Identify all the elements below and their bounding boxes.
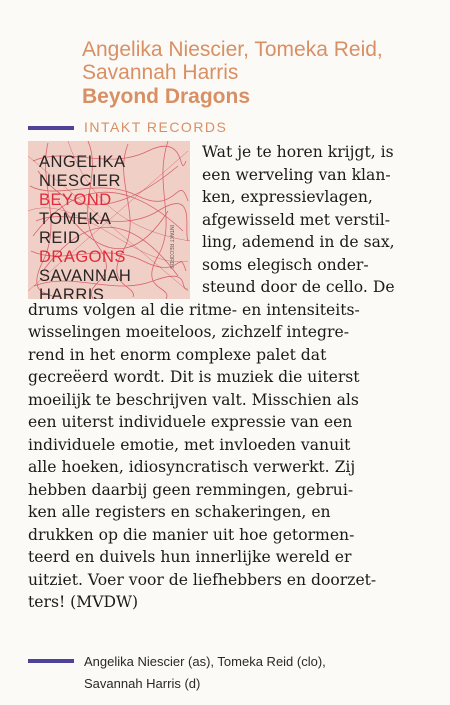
review-line: drukken op die manier uit hoe getormen- — [28, 525, 355, 544]
album-title: Beyond Dragons — [82, 85, 251, 108]
credits-line: Savannah Harris (d) — [84, 676, 201, 691]
cover-line: ANGELIKA — [39, 153, 126, 171]
review-line: ken alle registers en schakeringen, en — [28, 503, 331, 521]
cover-line: DRAGONS — [39, 248, 126, 266]
review-line: soms elegisch onder- — [202, 255, 369, 274]
review-line: ken, expressievlagen, — [202, 188, 373, 206]
review-line: drums volgen al die ritme- en intensiteits- — [28, 300, 360, 319]
review-body — [28, 141, 430, 614]
cover-line: TOMEKA — [39, 210, 112, 228]
review-line: een werveling van klan- — [202, 165, 391, 184]
review-line: afgewisseld met verstil- — [202, 210, 391, 229]
review-line: gecreëerd wordt. Dit is muziek die uiterst — [28, 368, 360, 386]
cover-line: NIESCIER — [39, 172, 121, 190]
credits-rule — [28, 659, 74, 663]
review-line: hebben daarbij geen remmingen, gebrui- — [28, 480, 354, 499]
cover-line: REID — [39, 229, 81, 247]
review-header — [82, 38, 432, 109]
record-label: INTAKT RECORDS — [84, 119, 228, 135]
review-line: moeilijk te beschrijven valt. Misschien als — [28, 390, 359, 409]
review-line: individuele emotie, met invloeden vanuit — [28, 435, 351, 454]
review-line: alle hoeken, idiosyncratisch verwerkt. Zij — [28, 458, 356, 476]
cover-side-text: INTAKT RECORDS — [168, 225, 174, 269]
credits — [84, 651, 326, 695]
record-label-row — [28, 119, 428, 135]
review-line: steund door de cello. De — [202, 278, 395, 296]
review-line: Wat je te horen krijgt, is — [202, 143, 394, 161]
review-line: wisselingen moeiteloos, zichzelf integre- — [28, 323, 349, 341]
review-line: een uiterst individuele expressie van een — [28, 413, 353, 431]
review-line: ling, ademend in de sax, — [202, 233, 395, 251]
label-rule — [28, 126, 74, 130]
review-line: ters! (MVDW) — [28, 593, 139, 611]
review-line: uitziet. Voer voor de liefhebbers en doorzet- — [28, 570, 377, 589]
cover-line: HARRIS — [39, 286, 105, 299]
review-line: rend in het enorm complexe palet dat — [28, 345, 327, 364]
artist-names: Angelika Niescier, Tomeka Reid, Savannah Harris — [82, 38, 383, 84]
credits-line: Angelika Niescier (as), Tomeka Reid (clo), — [84, 654, 326, 669]
review-line: teerd en duivels hun innerlijke wereld er — [28, 548, 352, 566]
cover-line: SAVANNAH — [39, 267, 132, 285]
cover-line: BEYOND — [39, 191, 112, 209]
